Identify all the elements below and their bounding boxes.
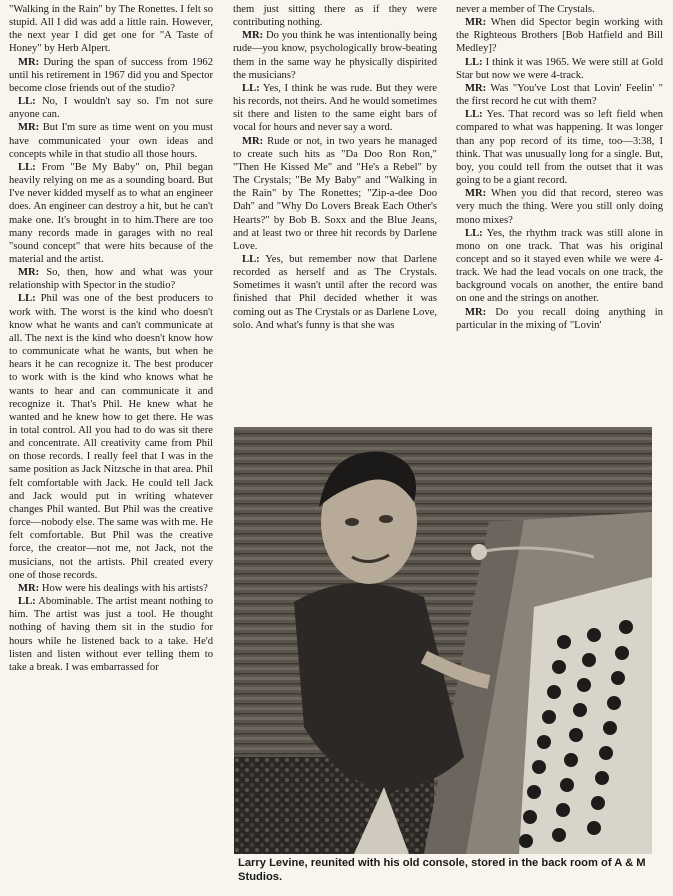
- paragraph-text: When you did that record, stereo was very much the thing. Were you still only doing mono mixes?: [456, 188, 663, 226]
- paragraph-text: Yes, I think he was rude. But they were his records, not theirs. And he would sometimes sit there and listen to the same eight bars of vocal for hours and never say a word.: [233, 82, 437, 134]
- paragraph: [233, 3, 437, 29]
- paragraph: [456, 306, 663, 332]
- paragraph: [456, 3, 663, 16]
- speaker-label: LL:: [242, 253, 260, 265]
- paragraph-text: No, I wouldn't say so. I'm not sure anyone can.: [9, 96, 213, 121]
- paragraph-text: never a member of The Crystals.: [456, 4, 595, 15]
- speaker-label: LL:: [18, 161, 36, 173]
- paragraph: [456, 56, 663, 82]
- text-column-1: [9, 3, 213, 674]
- paragraph-text: So, then, how and what was your relationship with Spector in the studio?: [9, 267, 213, 292]
- speaker-label: MR:: [18, 582, 40, 594]
- paragraph: [9, 56, 213, 95]
- paragraph: [456, 227, 663, 306]
- paragraph-text: Yes, the rhythm track was still alone in mono on one track. That was his original concept and so it stayed even while we were 4-track. We had the lead vocals on one track, the background vocals on another, the entire band on one and the strings on another.: [456, 227, 663, 305]
- speaker-label: MR:: [465, 188, 487, 200]
- speaker-label: LL:: [465, 109, 483, 121]
- text-column-3: [456, 3, 663, 332]
- paragraph-text: From "Be My Baby" on, Phil began heavily relying on me as a sounding board. But I've never kidded myself as to what an engineer does. An engineer can destroy a hit, but he can't make one. It's brought in to him.There are too many records made in garages with no real "sound concept" that were hits because of the material and the artist.: [9, 161, 213, 265]
- paragraph: [456, 82, 663, 108]
- paragraph: [456, 187, 663, 226]
- console-panel: [519, 577, 652, 854]
- paragraph: [9, 95, 213, 121]
- speaker-label: LL:: [18, 293, 36, 305]
- paragraph: [233, 29, 437, 82]
- paragraph-text: Was "You've Lost that Lovin' Feelin' " the first record he cut with them?: [456, 82, 663, 108]
- speaker-label: MR:: [465, 17, 487, 29]
- paragraph-text: During the span of success from 1962 until his retirement in 1967 did you and Spector become close friends out of the studio?: [9, 56, 213, 94]
- paragraph-text: How were his dealings with his artists?: [41, 582, 208, 594]
- text-column-2: [233, 3, 437, 332]
- paragraph: [233, 253, 437, 332]
- speaker-label: LL:: [18, 596, 36, 608]
- speaker-label: MR:: [18, 122, 40, 134]
- paragraph: [456, 108, 663, 187]
- paragraph-text: them just sitting there as if they were contributing nothing.: [233, 4, 437, 29]
- paragraph: [9, 266, 213, 292]
- paragraph-text: "Walking in the Rain" by The Ronettes. I felt so stupid. All I did was add a little rain. However, the next year I did get one for "A Taste of Honey" by Herb Alpert.: [9, 4, 213, 55]
- speaker-label: MR:: [18, 56, 40, 68]
- paragraph: [233, 82, 437, 135]
- paragraph: [9, 292, 213, 581]
- paragraph-text: I think it was 1965. We were still at Gold Star but now we were 4-track.: [456, 56, 663, 81]
- paragraph-text: Abominable. The artist meant nothing to him. The artist was just a tool. He thought nothing of having them sit in the studio for hours while he listened back to a take. He'd listen and listen without ever telling them to take a break. I was embarrassed for: [9, 596, 213, 673]
- photo-caption: Larry Levine, reunited with his old console, stored in the back room of A & M Studios.: [238, 857, 646, 883]
- paragraph-text: Rude or not, in two years he managed to create such hits as "Da Doo Ron Ron," "Then He Kissed Me" and "He's a Rebel" by The Crystals; "Be My Baby" and "Walking in the Rain" by The Ronettes; "Zip-a-dee Doo Dah" and "Why Do Lovers Break Each Other's Hearts?" by Bob B. Soxx and the Blue Jeans, and at least two or three hit records by Darlene Love.: [233, 135, 437, 252]
- paragraph: [9, 3, 213, 56]
- paragraph: [456, 16, 663, 55]
- paragraph-text: Do you recall doing anything in particular in the mixing of "Lovin': [456, 306, 663, 331]
- paragraph-text: But I'm sure as time went on you must have communicated your own ideas and concepts while in that studio all those hours.: [9, 122, 213, 160]
- speaker-label: LL:: [465, 56, 483, 68]
- paragraph-text: Do you think he was intentionally being rude—you know, psychologically brow-beating them in the same way he physically dispirited the musicians?: [233, 30, 437, 81]
- paragraph: [9, 121, 213, 160]
- paragraph: [9, 582, 213, 595]
- paragraph: [9, 595, 213, 674]
- paragraph: [233, 135, 437, 253]
- speaker-label: LL:: [18, 96, 36, 108]
- paragraph-text: When did Spector begin working with the Righteous Brothers [Bob Hatfield and Bill Medley]?: [456, 17, 663, 55]
- speaker-label: MR:: [242, 135, 264, 147]
- paragraph: [9, 161, 213, 266]
- paragraph-text: Yes. That record was so left field when compared to what was happening. It was longer than any pop record of its time, too—3:38, I think. That was unusually long for a single. But, boy, you could tell from the outset that it was going to be a giant record.: [456, 109, 663, 187]
- speaker-label: MR:: [465, 306, 487, 318]
- paragraph-text: Phil was one of the best producers to work with. The worst is the kind who doesn't know what he wants and can't communicate at all. The next is the kind who doesn't know how to communicate what he wants, but when he hears it he can recognize it. The best producer to work with is the kind who knows what he wants to hear and can communicate it and recognize it. That's Phil. He knew what he wanted and he knew how to get there. He was in total control. All you had to do was sit there and concentrate. All creativity came from Phil on those records. I really feel that I was in the same position as Jack Nitzsche in that area. Phil felt comfortable with Jack. He could tell Jack and Jack would put in writing whatever changes Phil wanted. But Phil was the creative force—nobody else. The same was with me. He felt comfortable. But Phil was the creative force, the creator—not me, not Jack, not the musicians, not the artists. Phil created every one of those records.: [9, 293, 213, 581]
- speaker-label: MR:: [18, 267, 40, 279]
- speaker-label: MR:: [465, 82, 487, 94]
- paragraph-text: Yes, but remember now that Darlene recorded as herself and as The Crystals. Sometimes it wasn't until after the record was finished that Phil decided whether it was coming out as The Crystals or as Darlene Love, solo. And what's funny is that she was: [233, 253, 437, 331]
- speaker-label: LL:: [465, 227, 483, 239]
- speaker-label: LL:: [242, 82, 260, 94]
- photo-larry-levine-console: [234, 427, 652, 854]
- speaker-label: MR:: [242, 30, 264, 42]
